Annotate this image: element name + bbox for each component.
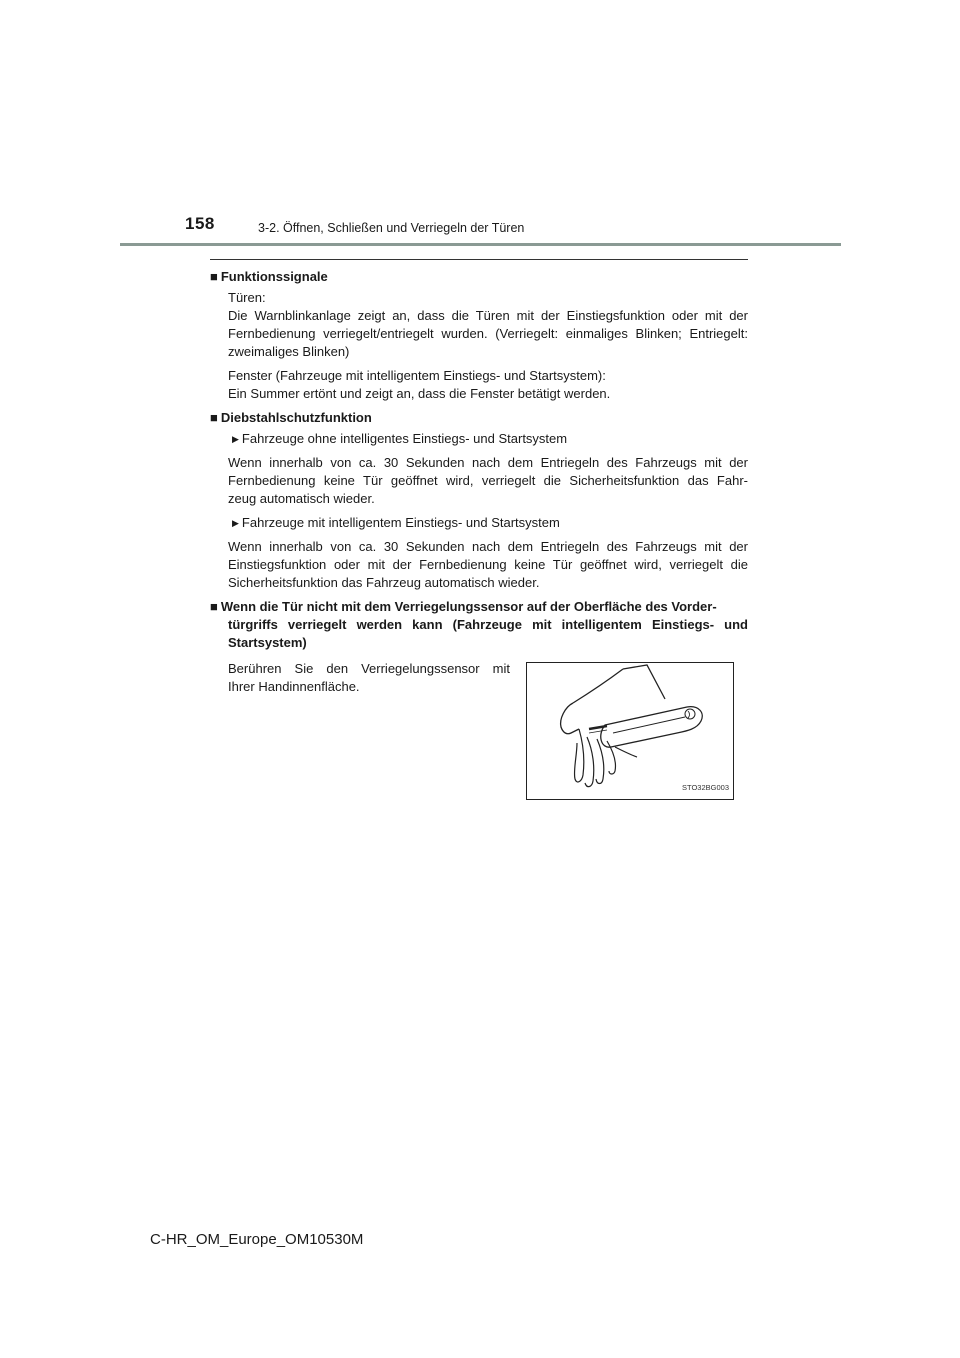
doors-line: Die Warnblinkanlage zeigt an, dass die Türen mit der Einstiegsfunktion oder mit der <box>228 308 748 323</box>
subheading-smart-text: Fahrzeuge mit intelligentem Einstiegs- und Startsystem <box>241 515 560 530</box>
doors-line: zweimaliges Blinken) <box>228 344 350 359</box>
header-rule <box>120 243 841 246</box>
lock-sensor-block <box>228 660 748 810</box>
heading-lock-sensor-line: Wenn die Tür nicht mit dem Verriegelungssensor auf der Oberfläche des Vorder- <box>220 599 717 614</box>
theft-line: Einstiegsfunktion oder mit der Fernbedienung keine Tür geöffnet wird, verriegelt die <box>228 557 748 572</box>
theft-line: Sicherheitsfunktion das Fahrzeug automatisch wieder. <box>228 575 540 590</box>
black-square-icon: ■ <box>210 599 218 614</box>
theft-line: zeug automatisch wieder. <box>228 491 375 506</box>
lock-sensor-line: Ihrer Handinnenfläche. <box>228 679 360 694</box>
heading-theft-text: Diebstahlschutzfunktion <box>220 410 372 425</box>
lock-sensor-line: Berühren Sie den Verriegelungssensor mit <box>228 661 510 676</box>
right-triangle-icon: ▶ <box>232 518 239 528</box>
theft-paragraph-1 <box>228 454 748 508</box>
subheading-smart <box>228 514 748 532</box>
window-text: Ein Summer ertönt und zeigt an, dass die Fenster betätigt werden. <box>228 386 611 401</box>
subheading-no-smart <box>228 430 748 448</box>
right-triangle-icon: ▶ <box>232 434 239 444</box>
theft-line: Fernbedienung keine Tür geöffnet wird, verriegelt die Sicherheitsfunktion das Fahr- <box>228 473 748 488</box>
window-label: Fenster (Fahrzeuge mit intelligentem Einstiegs- und Startsystem): <box>228 368 606 383</box>
theft-line: Wenn innerhalb von ca. 30 Sekunden nach dem Entriegeln des Fahrzeugs mit der <box>228 539 748 554</box>
heading-lock-sensor-line: türgriffs verriegelt werden kann (Fahrzeuge mit intelligentem Einstiegs- und <box>228 617 748 632</box>
black-square-icon: ■ <box>210 410 218 425</box>
page-number: 158 <box>185 214 215 233</box>
section-title: 3-2. Öffnen, Schließen und Verriegeln der Türen <box>258 221 525 235</box>
doors-label: Türen: <box>228 290 266 305</box>
theft-paragraph-2 <box>228 538 748 592</box>
content-rule <box>210 259 748 260</box>
subheading-no-smart-text: Fahrzeuge ohne intelligentes Einstiegs- und Startsystem <box>241 431 568 446</box>
footer-doc-id: C-HR_OM_Europe_OM10530M <box>150 1231 364 1248</box>
heading-lock-sensor <box>210 598 748 652</box>
heading-signals <box>210 268 748 286</box>
doors-line: Fernbedienung verriegelt/entriegelt wurden. (Verriegelt: einmaliges Blinken; Entriegelt: <box>228 326 748 341</box>
doors-paragraph <box>228 289 748 361</box>
hand-door-handle-illustration <box>526 662 734 800</box>
heading-signals-text: Funktionssignale <box>220 269 328 284</box>
content <box>210 268 748 810</box>
lock-sensor-text <box>228 660 510 696</box>
heading-lock-sensor-line: Startsystem) <box>228 635 307 650</box>
black-square-icon: ■ <box>210 269 218 284</box>
window-paragraph <box>228 367 748 403</box>
figure-code: STO32BG003 <box>682 783 729 792</box>
heading-theft <box>210 409 748 427</box>
theft-line: Wenn innerhalb von ca. 30 Sekunden nach dem Entriegeln des Fahrzeugs mit der <box>228 455 748 470</box>
